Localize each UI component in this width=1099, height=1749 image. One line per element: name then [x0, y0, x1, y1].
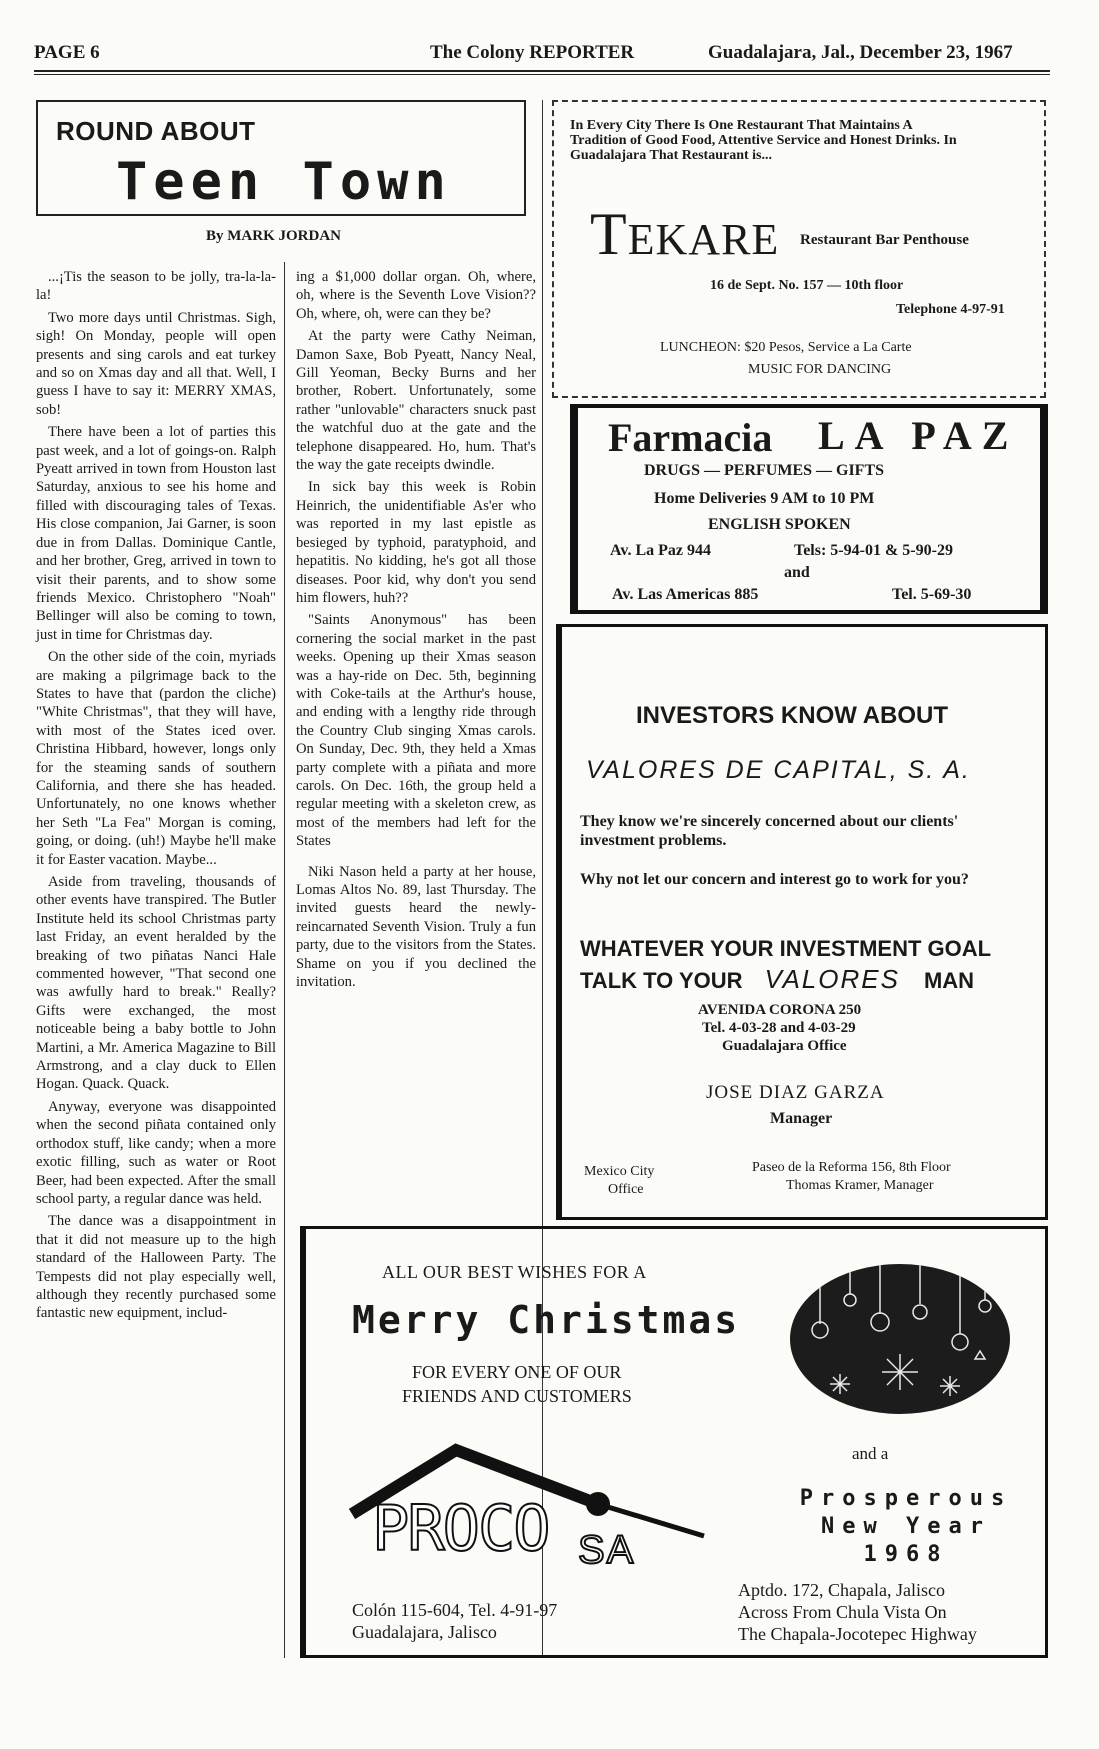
article-paragraph: Aside from traveling, thousands of other events have transpired. The Butler Institute held its school Christmas party last Friday, an event heralded by the breaking of two piñatas Nanci Hale commented however, "That second one was awfully hard to break." Really? Gifts were exchanged, the most noticeable being a baby bottle to John Martini, a Mr. America Magazine to Bill Armstrong, and a clay duck to Ellen Hogan. Quack. Quack.: [36, 874, 276, 1093]
farmacia-tel-2: Tel. 5-69-30: [892, 586, 972, 603]
tekare-initial: T: [590, 201, 628, 267]
farmacia-name-lapaz: LA PAZ: [818, 413, 1019, 458]
farmacia-address-1: Av. La Paz 944: [610, 542, 712, 559]
article-paragraph: There have been a lot of parties this past week, and a lot of goings-on. Ralph Pyeatt arrived in town from Houston last Saturday, anxious to see his home and filled with discouraging tales of Texas. His close companion, Jai Garner, is soon due in from Dallas. Dominique Cantle, and her brother, Greg, arrived in town to visit their parents, and to show some friends Mexico. Christophero "Noah" Bellinger will also be coming to town, just in time for Christmas day.: [36, 424, 276, 643]
valores-paragraph-2: Why not let our concern and interest go to work for you?: [580, 871, 969, 888]
tekare-address: 16 de Sept. No. 157 — 10th floor: [710, 278, 904, 293]
procosa-every-2: FRIENDS AND CUSTOMERS: [402, 1386, 632, 1406]
procosa-across: Across From Chula Vista On: [738, 1602, 947, 1622]
procosa-city: Guadalajara, Jalisco: [352, 1622, 497, 1642]
paper-name: The Colony REPORTER: [430, 42, 635, 63]
valores-manager-title: Manager: [770, 1110, 833, 1127]
tekare-name-rest: EKARE: [627, 215, 780, 264]
farmacia-address-2: Av. Las Americas 885: [612, 586, 759, 603]
prosperous-text: Prosperous: [799, 1486, 1013, 1511]
article-paragraph: Anyway, everyone was disappointed when the second piñata contained only orthodox stuff, like candy; when a more exotic filling, such as water or Root Beer, had been expected. After the small school party, a regular dance was held.: [36, 1098, 276, 1207]
farmacia-english: ENGLISH SPOKEN: [708, 516, 851, 533]
valores-tel: Tel. 4-03-28 and 4-03-29: [702, 1020, 856, 1036]
tekare-tagline: Restaurant Bar Penthouse: [800, 232, 969, 248]
tekare-telephone: Telephone 4-97-91: [896, 302, 1005, 317]
valores-talk-man: MAN: [923, 968, 975, 993]
article-paragraph: ...¡Tis the season to be jolly, tra-la-la-la!: [36, 269, 276, 304]
valores-goal-line: WHATEVER YOUR INVESTMENT GOAL: [580, 936, 992, 961]
article-paragraph: ing a $1,000 dollar organ. Oh, where, oh, where is the Seventh Love Vision?? Oh, where, oh, were can they be?: [296, 269, 536, 322]
procosa-wishes: ALL OUR BEST WISHES FOR A: [382, 1262, 647, 1282]
byline: By MARK JORDAN: [206, 228, 341, 244]
ornaments-icon: [790, 1264, 1010, 1414]
article-paragraph: On the other side of the coin, myriads are making a pilgrimage back to the States to have that (pardon the cliche) "White Christmas", that they will have, with most of the States iced over. Christina Hibbard, however, longs only for the steaming sands of southern California, and there she has headed. Unfortunately, no one knows whether her Seth "La Fea" Morgan is coming, going, or doing. (uh!) Maybe he'll make it for Easter vacation. Maybe...: [36, 649, 276, 868]
procosa-logo-suffix: SA: [578, 1528, 636, 1572]
article-paragraph: At the party were Cathy Neiman, Damon Saxe, Bob Pyeatt, Nancy Neal, Gill Yeoman, Becky Burns and her brother, Robert. Unfortunately, some rather "unlovable" characters snuck past the watchful duo at the gate and the telephone disappeared. Ho, hum. That's the way the gate receipts dwindle.: [296, 328, 536, 474]
tekare-intro: In Every City There Is One Restaurant That Maintains A Tradition of Good Food, Attentive Service and Honest Drinks. In Guadalajara That Restaurant is...: [570, 118, 957, 163]
article-paragraph: In sick bay this week is Robin Heinrich, the unidentifiable As'er who was reported in my last epistle as besieged by typhoid, paratyphoid, and hepatitis. No kidding, he's got all those diseases. Poor kid, why don't you send him flowers, huh??: [296, 479, 536, 606]
article-paragraph: Two more days until Christmas. Sigh, sigh! On Monday, people will open presents and sing carols and eat turkey and so on Xmas day and all that. Well, I guess I have to say it: MERRY XMAS, sob!: [36, 309, 276, 418]
valores-mexico-manager: Thomas Kramer, Manager: [786, 1178, 934, 1193]
valores-person: JOSE DIAZ GARZA: [706, 1082, 885, 1103]
column-title: Teen Town: [116, 152, 452, 212]
year-text: 1968: [863, 1542, 949, 1567]
procosa-every-1: FOR EVERY ONE OF OUR: [412, 1362, 622, 1382]
christmas-ornaments-illustration: [790, 1264, 1010, 1414]
procosa-colon-address: Colón 115-604, Tel. 4-91-97: [352, 1600, 558, 1620]
article-column-1: [36, 268, 276, 1327]
procosa-apdo: Aptdo. 172, Chapala, Jalisco: [738, 1580, 945, 1600]
header-rule: [34, 70, 1050, 75]
valores-talk-text: TALK TO YOUR: [580, 968, 743, 993]
column-divider: [284, 262, 285, 1658]
valores-company: VALORES DE CAPITAL, S. A.: [586, 756, 971, 784]
valores-talk-line: [580, 964, 974, 995]
procosa-logo-text: PROCO: [372, 1492, 549, 1565]
valores-address: AVENIDA CORONA 250: [698, 1002, 862, 1018]
tekare-luncheon: LUNCHEON: $20 Pesos, Service a La Carte: [660, 340, 912, 355]
farmacia-tels-1: Tels: 5-94-01 & 5-90-29: [794, 542, 953, 559]
article-paragraph: Niki Nason held a party at her house, Lomas Altos No. 89, last Thursday. The invited guests heard the newly-reincarnated Seventh Vision. Truly a fun party, due to the visitors from the States. Shame on you if you declined the invitation.: [296, 863, 536, 991]
tekare-name: [590, 200, 779, 269]
tekare-music: MUSIC FOR DANCING: [748, 362, 892, 377]
article-paragraph: The dance was a disappointment in that it did not measure up to the high standard of the Halloween Party. The Tempests did not play especially well, although they recently purchased some fantastic new equipment, includ-: [36, 1213, 276, 1322]
dateline: Guadalajara, Jal., December 23, 1967: [708, 42, 1013, 63]
valores-mexico-address: Paseo de la Reforma 156, 8th Floor: [752, 1160, 951, 1175]
page-number: PAGE 6: [34, 42, 100, 63]
procosa-highway: The Chapala-Jocotepec Highway: [738, 1624, 977, 1644]
farmacia-name: Farmacia: [608, 415, 773, 460]
farmacia-and: and: [784, 564, 810, 581]
valores-mexico-label: Mexico City: [584, 1164, 655, 1179]
article-paragraph: "Saints Anonymous" has been cornering the social market in the past weeks. Opening up their Xmas season was a hay-ride on Dec. 5th, beginning with Coke-tails at the Arthur's house, and ending with a lengthy ride through the Country Club singing Xmas carols. On Sunday, Dec. 9th, they held a Xmas party complete with a piñata and more carols. On Dec. 16th, the group held a regular meeting with a skeleton crew, as most of the members had left for the States: [296, 612, 536, 850]
farmacia-products: DRUGS — PERFUMES — GIFTS: [644, 462, 885, 479]
valores-mexico-office: Office: [608, 1182, 644, 1197]
column-kicker: ROUND ABOUT: [56, 116, 256, 146]
farmacia-deliveries: Home Deliveries 9 AM to 10 PM: [654, 490, 875, 507]
valores-paragraph-1: They know we're sincerely concerned about our clients' investment problems.: [580, 813, 959, 849]
procosa-and-a: and a: [852, 1444, 889, 1463]
valores-talk-brand: VALORES: [764, 964, 900, 994]
article-column-2: [296, 268, 536, 995]
valores-headline: INVESTORS KNOW ABOUT: [636, 702, 949, 729]
new-year-text: New Year: [821, 1514, 991, 1539]
merry-christmas-title: Merry Christmas: [352, 1298, 741, 1342]
valores-office: Guadalajara Office: [722, 1038, 847, 1054]
